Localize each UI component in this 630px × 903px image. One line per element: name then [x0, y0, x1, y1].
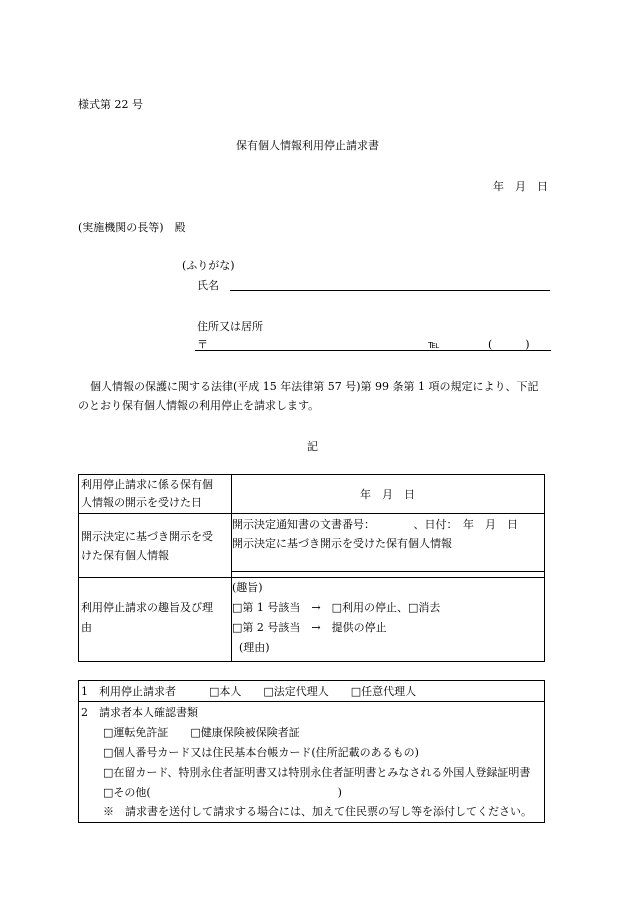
postal-mark: 〒 — [197, 338, 208, 351]
request-details-table — [78, 474, 545, 662]
address-label: 住所又は居所 — [197, 320, 263, 333]
row2-label-1: 開示決定に基づき開示を受 — [81, 530, 213, 543]
row3-label-2: 由 — [81, 621, 92, 634]
other-document-checkbox[interactable]: □その他( ) — [103, 786, 342, 799]
body-text-1: 個人情報の保護に関する法律(平成 15 年法律第 57 号)第 99 条第 1 項の規定により、下記 — [90, 380, 539, 393]
name-label: 氏名 — [197, 279, 219, 292]
identity-documents-box — [78, 680, 545, 823]
address-field-line[interactable] — [195, 350, 551, 351]
addressee: (実施機関の長等) 殿 — [78, 221, 186, 234]
date-line: 年 月 日 — [493, 180, 548, 193]
tel-parens: ( ) — [488, 338, 530, 351]
form-number: 様式第 22 号 — [78, 98, 143, 111]
row3-label-1: 利用停止請求の趣旨及び理 — [81, 601, 213, 614]
tel-mark: ℡ — [428, 338, 440, 351]
row1-label-1: 利用停止請求に係る保有個 — [81, 478, 213, 491]
disclosure-date-field[interactable]: 年 月 日 — [360, 488, 415, 501]
id-documents-heading: 2 請求者本人確認書類 — [81, 706, 198, 719]
disclosed-info-field[interactable]: 開示決定に基づき開示を受けた保有個人情報 — [232, 537, 452, 550]
residence-card-checkbox[interactable]: □在留カード、特別永住者証明書又は特別永住者証明書とみなされる外国人登録証明書 — [103, 766, 531, 779]
ki-label: 記 — [307, 440, 318, 453]
purpose-heading: (趣旨) — [232, 581, 263, 594]
furigana-label: (ふりがな) — [182, 259, 235, 272]
mynumber-card-checkbox[interactable]: □個人番号カード又は住民基本台帳カード(住所記載のあるもの) — [103, 746, 419, 759]
row2-label-2: けた保有個人情報 — [81, 549, 169, 562]
license-insurance-checkboxes[interactable]: □運転免許証 □健康保険被保険者証 — [103, 726, 300, 739]
page-title: 保有個人情報利用停止請求書 — [236, 139, 379, 152]
reason-heading: (理由) — [239, 641, 270, 654]
name-field-line[interactable] — [230, 290, 550, 291]
body-text-2: のとおり保有個人情報の利用停止を請求します。 — [78, 399, 320, 412]
row1-label-2: 人情報の開示を受けた日 — [81, 496, 202, 509]
mailing-note: ※ 請求書を送付して請求する場合には、加えて住民票の写し等を添付してください。 — [103, 805, 532, 818]
clause2-checkbox[interactable]: □第 2 号該当 → 提供の停止 — [232, 621, 387, 634]
clause1-checkbox[interactable]: □第 1 号該当 → □利用の停止、□消去 — [232, 601, 441, 614]
document-number-field[interactable]: 開示決定通知書の文書番号： 、日付： 年 月 日 — [232, 518, 518, 531]
requester-type-line[interactable]: 1 利用停止請求者 □本人 □法定代理人 □任意代理人 — [81, 685, 417, 698]
